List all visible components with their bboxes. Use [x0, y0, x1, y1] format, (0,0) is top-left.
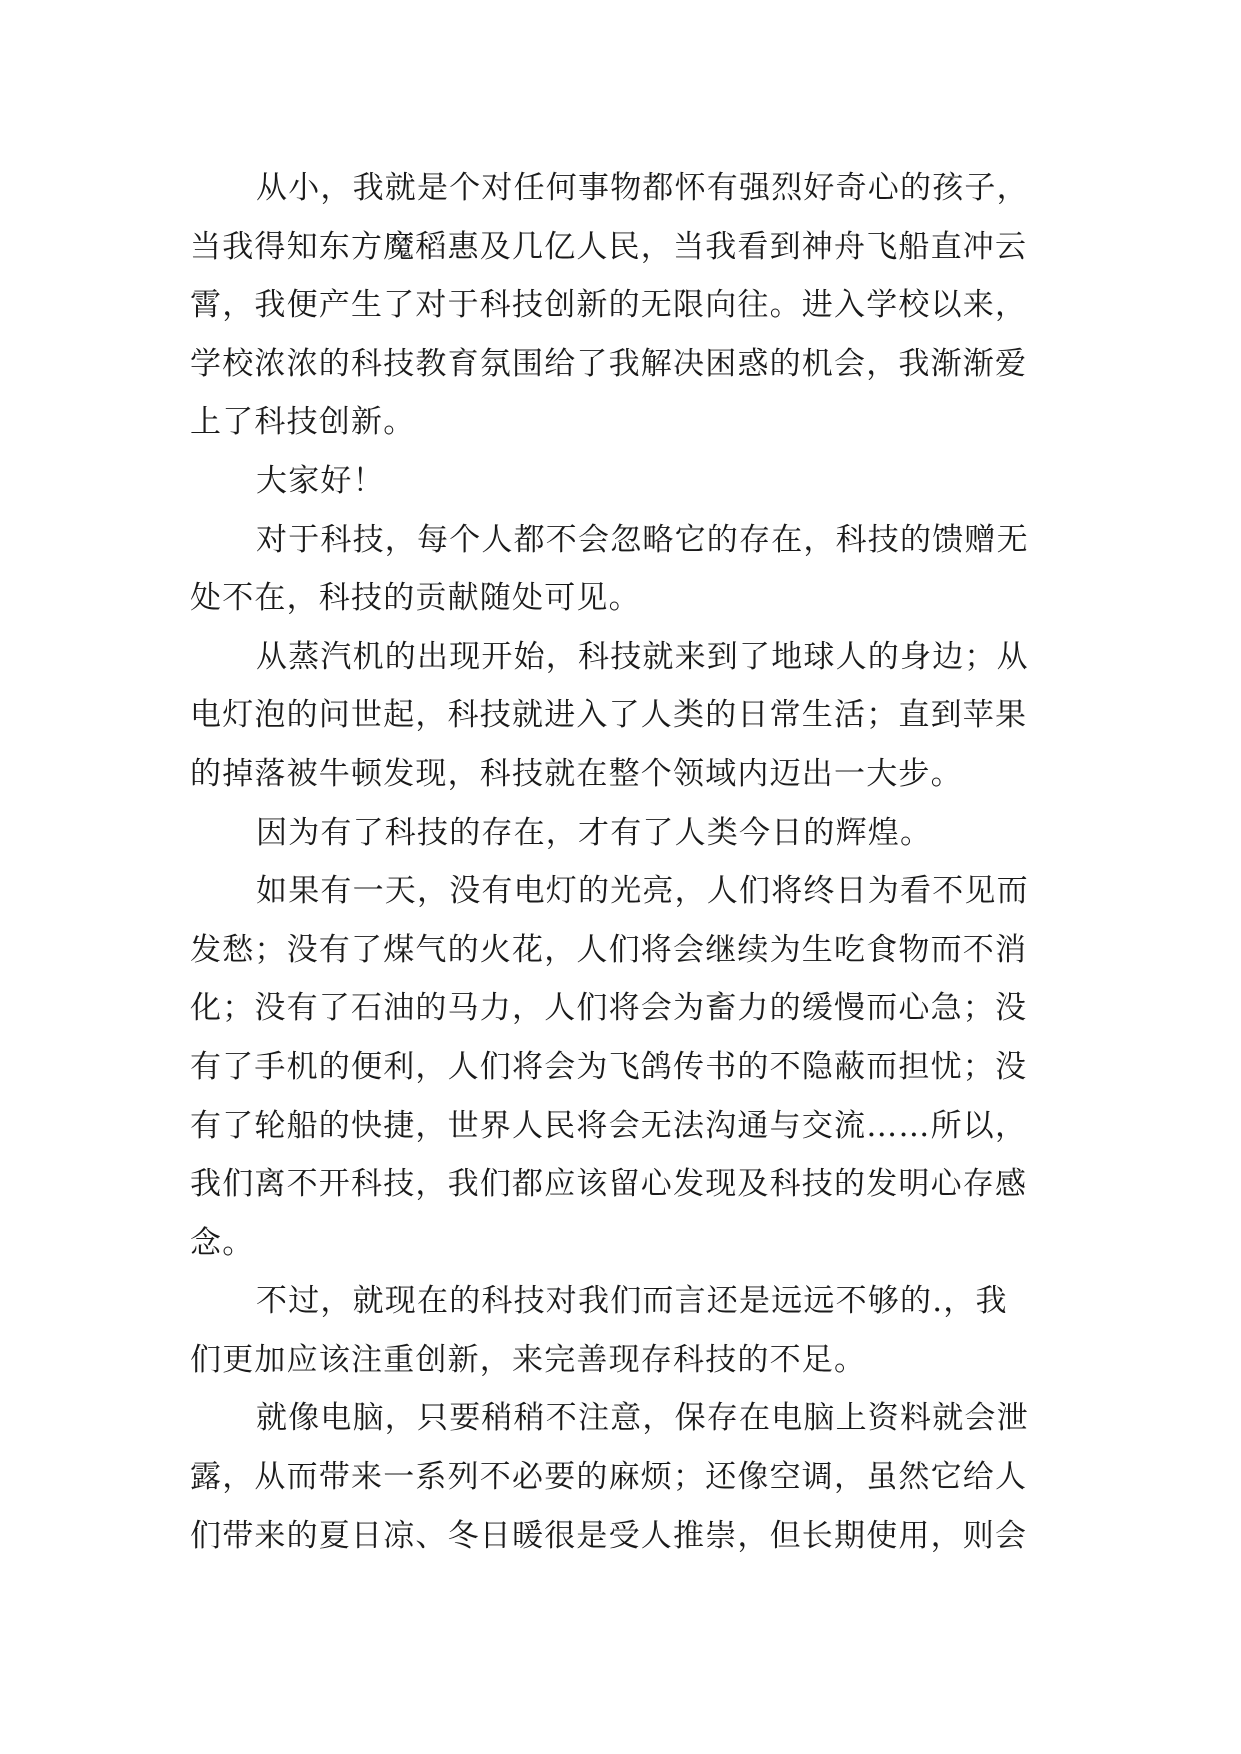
text-line: 露，从而带来一系列不必要的麻烦；还像空调，虽然它给人	[190, 1459, 1028, 1496]
text-line: 我们离不开科技，我们都应该留心发现及科技的发明心存感	[190, 1166, 1028, 1203]
text-line: 就像电脑，只要稍稍不注意，保存在电脑上资料就会泄	[256, 1400, 1029, 1437]
text-line: 霄，我便产生了对于科技创新的无限向往。进入学校以来，	[190, 287, 1028, 324]
text-line: 有了手机的便利，人们将会为飞鸽传书的不隐蔽而担忧；没	[190, 1048, 1028, 1085]
text-line: 从小，我就是个对任何事物都怀有强烈好奇心的孩子，	[256, 170, 1029, 206]
text-line: 有了轮船的快捷，世界人民将会无法沟通与交流……所以，	[190, 1107, 1028, 1144]
text-line: 们带来的夏日凉、冬日暖很是受人推崇，但长期使用，则会	[190, 1517, 1028, 1554]
text-line: 们更加应该注重创新，来完善现存科技的不足。	[190, 1341, 867, 1378]
text-line: 当我得知东方魔稻惠及几亿人民，当我看到神舟飞船直冲云	[190, 228, 1028, 265]
text-line: 从蒸汽机的出现开始，科技就来到了地球人的身边；从	[256, 638, 1029, 675]
text-line: 对于科技，每个人都不会忽略它的存在，科技的馈赠无	[256, 521, 1029, 558]
text-line: 大家好！	[256, 462, 385, 499]
essay-body	[190, 159, 1070, 1565]
text-line: 发愁；没有了煤气的火花，人们将会继续为生吃食物而不消	[190, 931, 1028, 968]
text-line: 如果有一天，没有电灯的光亮，人们将终日为看不见而	[256, 873, 1029, 910]
text-line: 上了科技创新。	[190, 404, 416, 441]
text-line: 处不在，科技的贡献随处可见。	[190, 580, 641, 617]
text-line: 学校浓浓的科技教育氛围给了我解决困惑的机会，我渐渐爱	[190, 345, 1028, 382]
text-line: 念。	[190, 1224, 255, 1261]
text-line: 化；没有了石油的马力，人们将会为畜力的缓慢而心急；没	[190, 990, 1028, 1027]
text-line: 不过，就现在的科技对我们而言还是远远不够的.，我	[256, 1283, 1008, 1320]
text-line: 的掉落被牛顿发现，科技就在整个领域内迈出一大步。	[190, 755, 963, 792]
text-line: 因为有了科技的存在，才有了人类今日的辉煌。	[256, 814, 933, 851]
text-line: 电灯泡的问世起，科技就进入了人类的日常生活；直到苹果	[190, 697, 1028, 734]
